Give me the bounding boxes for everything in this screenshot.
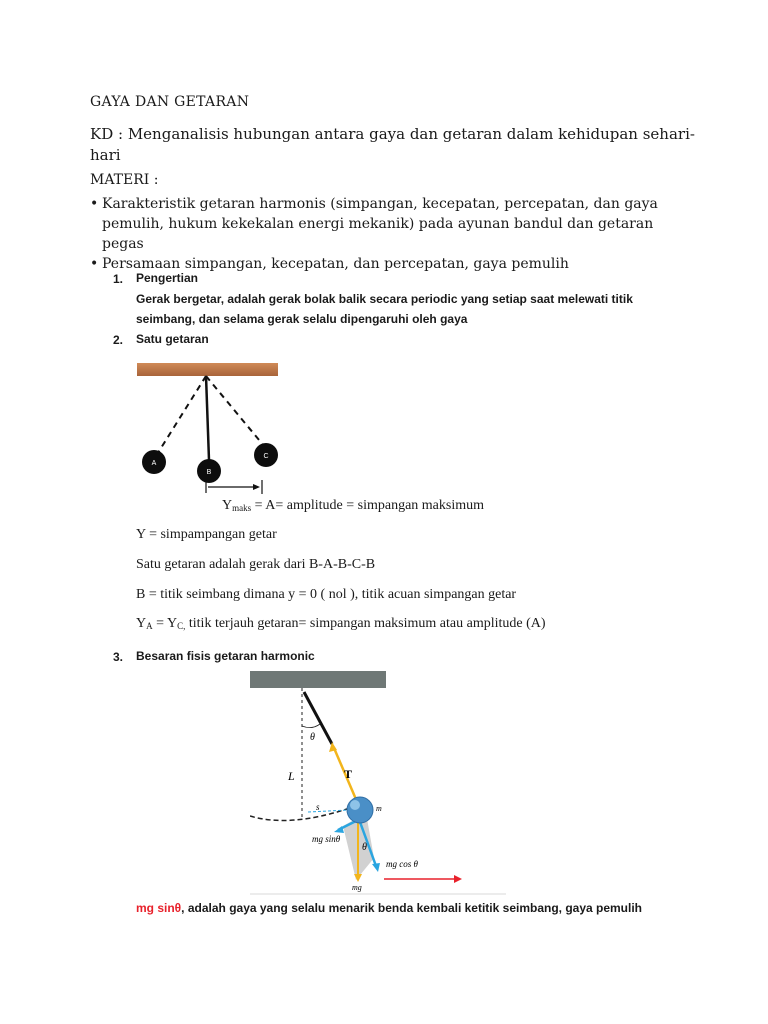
pendulum-string-dark — [304, 692, 332, 744]
restoring-force-caption: mg sinθ, adalah gaya yang selalu menarik benda kembali ketitik seimbang, gaya pemulih — [136, 901, 643, 915]
materi-bullet-list — [90, 194, 670, 274]
angle-arc-top — [302, 724, 320, 728]
item-number: 1. — [113, 272, 124, 286]
wooden-support-bar — [137, 363, 278, 376]
weight-arrowhead — [354, 874, 362, 882]
item-number: 3. — [113, 650, 124, 664]
pendulum-swing-diagram — [130, 358, 290, 498]
satu-getaran-definition: Satu getaran adalah gerak dari B-A-B-C-B — [136, 557, 376, 572]
titik-seimbang-definition: B = titik seimbang dimana y = 0 ( nol ), titik acuan simpangan getar — [136, 587, 517, 602]
displacement-s — [308, 810, 348, 812]
mg-label: mg — [352, 883, 362, 892]
section-heading-besaran-fisis: Besaran fisis getaran harmonic — [136, 649, 315, 663]
bob-highlight — [350, 800, 360, 810]
bullet-text: Karakteristik getaran harmonis (simpangan, kecepatan, percepatan, dan gaya pemulih, hukum kekekalan energi mekanik) pada ayunan bandul dan getaran pegas — [102, 196, 658, 252]
mg-cos-label: mg cos θ — [386, 859, 418, 869]
swing-arc — [250, 808, 350, 821]
item-number: 2. — [113, 333, 124, 347]
amplitude-arrowhead — [253, 484, 260, 490]
pendulum-bob — [347, 797, 373, 823]
pengertian-text: Gerak bergetar, adalah gerak bolak balik secara periodic yang setiap saat melewati titik seimbang, dan selama gerak selalu dipengaruhi oleh gaya — [136, 292, 633, 326]
ceiling-bar — [250, 671, 386, 688]
bullet-text: Persamaan simpangan, kecepatan, dan percepatan, gaya pemulih — [102, 256, 569, 272]
tension-label: T — [344, 767, 353, 781]
length-l-label: L — [288, 769, 295, 783]
list-item — [90, 194, 670, 254]
section-heading-satu-getaran: Satu getaran — [136, 332, 209, 346]
bob-a-label: A — [151, 460, 157, 467]
kd-statement: KD : Menganalisis hubungan antara gaya dan getaran dalam kehidupan sehari-hari — [90, 125, 695, 164]
caption-highlight: mg sinθ — [136, 901, 182, 915]
theta-top-label: θ — [310, 732, 315, 743]
bob-b-label: B — [206, 469, 212, 476]
bullet-icon: • — [90, 196, 99, 212]
swing-path-right — [206, 376, 264, 446]
pendulum-string — [206, 376, 209, 460]
amplitude-definition: $Y_A = Y_{C,}$ titik terjauh getaran= simpangan maksimum atau amplitude (A) — [136, 616, 546, 631]
pendulum-force-diagram — [250, 668, 510, 896]
mg-cos-arrowhead — [372, 863, 380, 872]
displacement-label: s — [316, 802, 320, 812]
bob-c-label: C — [263, 453, 269, 460]
ymaks-line: $Y_{maks} = A=$ amplitude = simpangan maksimum — [222, 498, 485, 513]
restoring-force-arrowhead — [454, 875, 462, 883]
swing-path-left — [156, 376, 206, 456]
mass-label: m — [376, 804, 382, 813]
document-title: GAYA DAN GETARAN — [90, 94, 250, 110]
mg-sin-label: mg sinθ — [312, 834, 341, 844]
y-definition: Y = simpampangan getar — [136, 527, 277, 542]
materi-label: MATERI : — [90, 172, 159, 188]
theta-low-label: θ — [362, 842, 367, 853]
bullet-icon: • — [90, 256, 99, 272]
section-heading-pengertian: Pengertian — [136, 271, 199, 285]
